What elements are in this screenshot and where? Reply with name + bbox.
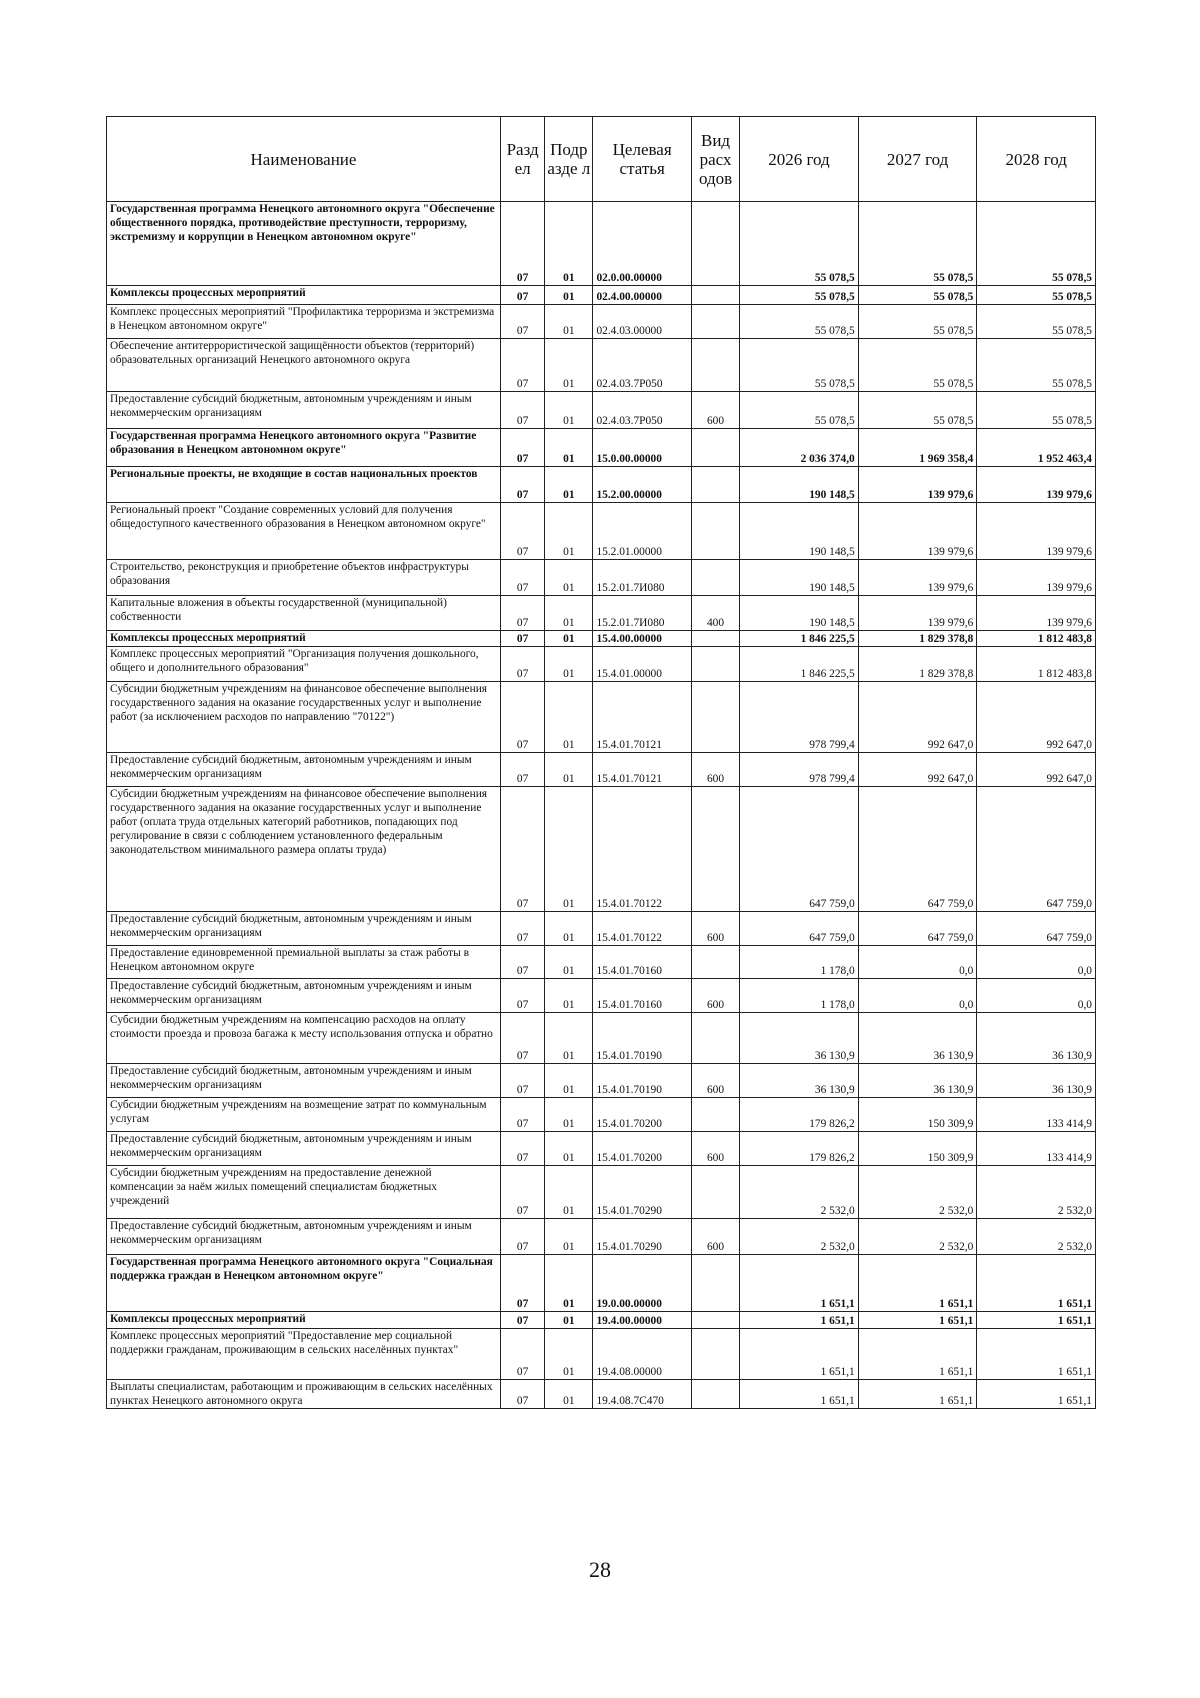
row-tselevaya-statya-cell: 02.4.03.7Р050 [593,392,691,429]
row-year-2026-cell: 1 846 225,5 [740,647,859,682]
row-razdel-cell: 07 [500,286,544,305]
row-year-2027-cell: 36 130,9 [858,1013,977,1064]
row-razdel-cell: 07 [500,1132,544,1166]
row-name-text: Комплекс процессных мероприятий "Профилактика терроризма и экстремизма в Ненецком автономном округе" [110,306,495,332]
row-name-text: Комплексы процессных мероприятий [110,287,306,299]
row-year-2028-cell: 1 952 463,4 [977,429,1096,467]
table-row [107,596,1096,631]
row-name-cell [107,979,501,1013]
row-name-text: Обеспечение антитеррористической защищённости объектов (территорий) образовательных организаций Ненецкого автономного округа [110,340,475,366]
table-row [107,1166,1096,1219]
row-year-2027-cell: 139 979,6 [858,467,977,503]
row-year-2028-cell: 55 078,5 [977,305,1096,339]
row-name-text: Субсидии бюджетным учреждениям на предоставление денежной компенсации за наём жилых помещений специалистам бюджетных учреждений [110,1167,437,1207]
row-podrazdel-cell: 01 [545,631,593,647]
row-vid-raskhodov-cell: 600 [691,979,739,1013]
row-year-2027-cell: 0,0 [858,979,977,1013]
table-row [107,979,1096,1013]
row-tselevaya-statya-cell: 02.4.00.00000 [593,286,691,305]
row-year-2026-cell: 647 759,0 [740,787,859,912]
row-year-2028-cell: 0,0 [977,946,1096,979]
row-name-cell [107,912,501,946]
table-row [107,1380,1096,1409]
row-year-2027-cell: 1 829 378,8 [858,631,977,647]
row-name-cell [107,305,501,339]
row-podrazdel-cell: 01 [545,946,593,979]
row-name-text: Предоставление единовременной премиальной выплаты за стаж работы в Ненецком автономном округе [110,947,469,973]
row-razdel-cell: 07 [500,560,544,596]
row-year-2028-cell: 139 979,6 [977,560,1096,596]
table-row [107,1312,1096,1329]
row-vid-raskhodov-cell [691,631,739,647]
row-razdel-cell: 07 [500,1166,544,1219]
row-year-2026-cell: 36 130,9 [740,1064,859,1098]
table-row [107,1219,1096,1255]
row-name-text: Субсидии бюджетным учреждениям на компенсацию расходов на оплату стоимости проезда и провоза багажа к месту использования отпуска и обратно [110,1014,493,1040]
row-razdel-cell: 07 [500,503,544,560]
row-podrazdel-cell: 01 [545,1312,593,1329]
row-vid-raskhodov-cell [691,1312,739,1329]
row-vid-raskhodov-cell [691,1380,739,1409]
row-year-2026-cell: 647 759,0 [740,912,859,946]
row-year-2027-cell: 150 309,9 [858,1098,977,1132]
row-podrazdel-cell: 01 [545,1329,593,1380]
row-razdel-cell: 07 [500,305,544,339]
row-vid-raskhodov-cell [691,305,739,339]
row-year-2027-cell: 1 651,1 [858,1329,977,1380]
row-name-cell [107,787,501,912]
row-year-2028-cell: 1 812 483,8 [977,631,1096,647]
row-razdel-cell: 07 [500,429,544,467]
row-year-2026-cell: 190 148,5 [740,560,859,596]
row-tselevaya-statya-cell: 19.4.00.00000 [593,1312,691,1329]
row-year-2028-cell: 1 651,1 [977,1380,1096,1409]
table-row [107,560,1096,596]
row-name-cell [107,1380,501,1409]
row-tselevaya-statya-cell: 15.2.01.00000 [593,503,691,560]
row-year-2027-cell: 55 078,5 [858,392,977,429]
table-row [107,631,1096,647]
row-name-cell [107,503,501,560]
row-vid-raskhodov-cell: 600 [691,1064,739,1098]
row-podrazdel-cell: 01 [545,392,593,429]
row-name-text: Предоставление субсидий бюджетным, автономным учреждениям и иным некоммерческим организациям [110,913,472,939]
row-year-2028-cell: 133 414,9 [977,1098,1096,1132]
row-year-2026-cell: 2 036 374,0 [740,429,859,467]
header-razdel: Разд ел [500,117,544,202]
row-vid-raskhodov-cell [691,560,739,596]
table-row [107,1132,1096,1166]
row-year-2026-cell: 190 148,5 [740,596,859,631]
row-year-2028-cell: 36 130,9 [977,1013,1096,1064]
row-vid-raskhodov-cell [691,429,739,467]
row-podrazdel-cell: 01 [545,339,593,392]
table-row [107,787,1096,912]
row-name-cell [107,392,501,429]
row-vid-raskhodov-cell [691,1329,739,1380]
row-razdel-cell: 07 [500,682,544,753]
row-razdel-cell: 07 [500,787,544,912]
row-year-2028-cell: 2 532,0 [977,1166,1096,1219]
table-row [107,429,1096,467]
row-year-2026-cell: 190 148,5 [740,503,859,560]
row-year-2028-cell: 139 979,6 [977,503,1096,560]
table-row [107,1329,1096,1380]
row-podrazdel-cell: 01 [545,429,593,467]
row-name-cell [107,631,501,647]
row-name-cell [107,1166,501,1219]
row-name-cell [107,1312,501,1329]
table-row [107,305,1096,339]
row-podrazdel-cell: 01 [545,1098,593,1132]
row-year-2026-cell: 55 078,5 [740,339,859,392]
row-name-cell [107,429,501,467]
row-razdel-cell: 07 [500,1329,544,1380]
row-vid-raskhodov-cell [691,946,739,979]
row-year-2026-cell: 179 826,2 [740,1132,859,1166]
row-year-2028-cell: 2 532,0 [977,1219,1096,1255]
row-year-2026-cell: 1 651,1 [740,1312,859,1329]
row-year-2028-cell: 1 812 483,8 [977,647,1096,682]
row-year-2026-cell: 55 078,5 [740,202,859,286]
row-tselevaya-statya-cell: 19.4.08.00000 [593,1329,691,1380]
row-podrazdel-cell: 01 [545,560,593,596]
row-vid-raskhodov-cell [691,787,739,912]
row-year-2026-cell: 2 532,0 [740,1166,859,1219]
row-razdel-cell: 07 [500,1312,544,1329]
header-year-2027: 2027 год [858,117,977,202]
row-year-2028-cell: 139 979,6 [977,467,1096,503]
row-tselevaya-statya-cell: 15.4.01.70190 [593,1064,691,1098]
row-tselevaya-statya-cell: 15.2.01.7И080 [593,596,691,631]
row-tselevaya-statya-cell: 15.4.01.70122 [593,787,691,912]
row-razdel-cell: 07 [500,1255,544,1312]
row-name-text: Строительство, реконструкция и приобретение объектов инфраструктуры образования [110,561,469,587]
header-year-2028: 2028 год [977,117,1096,202]
row-year-2027-cell: 0,0 [858,946,977,979]
row-name-text: Предоставление субсидий бюджетным, автономным учреждениям и иным некоммерческим организациям [110,980,472,1006]
row-tselevaya-statya-cell: 15.2.00.00000 [593,467,691,503]
row-podrazdel-cell: 01 [545,503,593,560]
table-row [107,1013,1096,1064]
row-razdel-cell: 07 [500,1380,544,1409]
row-tselevaya-statya-cell: 15.4.01.70122 [593,912,691,946]
row-podrazdel-cell: 01 [545,596,593,631]
row-year-2028-cell: 1 651,1 [977,1255,1096,1312]
row-vid-raskhodov-cell: 600 [691,1219,739,1255]
row-year-2027-cell: 2 532,0 [858,1219,977,1255]
row-vid-raskhodov-cell [691,1098,739,1132]
row-year-2027-cell: 55 078,5 [858,202,977,286]
row-tselevaya-statya-cell: 15.4.00.00000 [593,631,691,647]
row-vid-raskhodov-cell: 600 [691,753,739,787]
row-year-2026-cell: 1 651,1 [740,1380,859,1409]
row-name-cell [107,1132,501,1166]
table-row [107,339,1096,392]
row-year-2026-cell: 190 148,5 [740,467,859,503]
row-razdel-cell: 07 [500,596,544,631]
row-name-cell [107,1219,501,1255]
row-year-2028-cell: 55 078,5 [977,392,1096,429]
row-tselevaya-statya-cell: 19.0.00.00000 [593,1255,691,1312]
row-podrazdel-cell: 01 [545,467,593,503]
row-name-text: Предоставление субсидий бюджетным, автономным учреждениям и иным некоммерческим организациям [110,1065,472,1091]
row-name-text: Комплекс процессных мероприятий "Организация получения дошкольного, общего и дополнительного образования" [110,648,479,674]
table-row [107,392,1096,429]
row-name-text: Предоставление субсидий бюджетным, автономным учреждениям и иным некоммерческим организациям [110,393,472,419]
header-podrazdel: Подр азде л [545,117,593,202]
row-name-text: Государственная программа Ненецкого автономного округа "Развитие образования в Ненецком автономном округе" [110,430,477,456]
row-tselevaya-statya-cell: 15.4.01.70290 [593,1219,691,1255]
row-tselevaya-statya-cell: 15.4.01.70121 [593,682,691,753]
row-podrazdel-cell: 01 [545,1013,593,1064]
row-year-2027-cell: 139 979,6 [858,560,977,596]
row-year-2028-cell: 55 078,5 [977,339,1096,392]
table-row [107,202,1096,286]
row-tselevaya-statya-cell: 15.4.01.70160 [593,946,691,979]
row-name-text: Региональный проект "Создание современных условий для получения общедоступного качественного образования в Ненецком автономном округе" [110,504,486,530]
table-row [107,467,1096,503]
page-number: 28 [589,1557,611,1582]
row-year-2028-cell: 36 130,9 [977,1064,1096,1098]
row-year-2027-cell: 1 651,1 [858,1255,977,1312]
table-row [107,682,1096,753]
row-podrazdel-cell: 01 [545,1166,593,1219]
row-tselevaya-statya-cell: 15.2.01.7И080 [593,560,691,596]
header-tselevaya-statya: Целевая статья [593,117,691,202]
row-name-text: Субсидии бюджетным учреждениям на финансовое обеспечение выполнения государственного задания на оказание государственных услуг и выполнение работ (за исключением расходов по направлению "70122") [110,683,488,723]
row-name-cell [107,682,501,753]
row-year-2026-cell: 978 799,4 [740,753,859,787]
table-row [107,1255,1096,1312]
row-year-2027-cell: 1 829 378,8 [858,647,977,682]
row-vid-raskhodov-cell [691,339,739,392]
row-year-2026-cell: 2 532,0 [740,1219,859,1255]
row-year-2027-cell: 150 309,9 [858,1132,977,1166]
row-podrazdel-cell: 01 [545,1255,593,1312]
row-year-2026-cell: 1 178,0 [740,946,859,979]
header-name: Наименование [107,117,501,202]
row-name-cell [107,339,501,392]
row-year-2028-cell: 647 759,0 [977,912,1096,946]
row-razdel-cell: 07 [500,1098,544,1132]
row-vid-raskhodov-cell [691,1013,739,1064]
row-razdel-cell: 07 [500,339,544,392]
row-year-2028-cell: 992 647,0 [977,753,1096,787]
row-podrazdel-cell: 01 [545,1380,593,1409]
table-row [107,753,1096,787]
row-podrazdel-cell: 01 [545,787,593,912]
table-row [107,286,1096,305]
row-podrazdel-cell: 01 [545,286,593,305]
row-podrazdel-cell: 01 [545,753,593,787]
row-year-2026-cell: 1 651,1 [740,1255,859,1312]
row-year-2028-cell: 139 979,6 [977,596,1096,631]
row-year-2028-cell: 0,0 [977,979,1096,1013]
row-vid-raskhodov-cell: 600 [691,392,739,429]
row-year-2027-cell: 647 759,0 [858,787,977,912]
row-podrazdel-cell: 01 [545,682,593,753]
row-name-text: Государственная программа Ненецкого автономного округа "Обеспечение общественного порядка, противодействие преступности, терроризму, экстремизму и коррупции в Ненецком автономном округе" [110,203,495,243]
header-vid-raskhodov: Вид расх одов [691,117,739,202]
row-name-text: Предоставление субсидий бюджетным, автономным учреждениям и иным некоммерческим организациям [110,754,472,780]
row-year-2026-cell: 36 130,9 [740,1013,859,1064]
row-razdel-cell: 07 [500,467,544,503]
row-name-text: Субсидии бюджетным учреждениям на финансовое обеспечение выполнения государственного задания на оказание государственных услуг и выполнение работ (оплата труда отдельных категорий работников, попадающих под регулирование в связи с соблюдением установленного федеральным законодательством минимального размера оплаты труда) [110,788,488,856]
row-vid-raskhodov-cell [691,647,739,682]
row-year-2028-cell: 1 651,1 [977,1312,1096,1329]
row-year-2026-cell: 978 799,4 [740,682,859,753]
row-tselevaya-statya-cell: 15.4.01.70290 [593,1166,691,1219]
table-row [107,912,1096,946]
row-tselevaya-statya-cell: 15.4.01.70200 [593,1132,691,1166]
row-podrazdel-cell: 01 [545,647,593,682]
row-year-2028-cell: 133 414,9 [977,1132,1096,1166]
row-year-2027-cell: 36 130,9 [858,1064,977,1098]
row-name-text: Выплаты специалистам, работающим и проживающим в сельских населённых пунктах Ненецкого автономного округа [110,1381,493,1407]
row-tselevaya-statya-cell: 02.0.00.00000 [593,202,691,286]
row-year-2026-cell: 55 078,5 [740,305,859,339]
row-year-2027-cell: 55 078,5 [858,286,977,305]
row-year-2027-cell: 139 979,6 [858,503,977,560]
row-year-2026-cell: 1 651,1 [740,1329,859,1380]
row-razdel-cell: 07 [500,631,544,647]
row-name-cell [107,202,501,286]
row-year-2027-cell: 139 979,6 [858,596,977,631]
row-razdel-cell: 07 [500,912,544,946]
row-name-cell [107,753,501,787]
table-row [107,647,1096,682]
row-name-cell [107,946,501,979]
row-razdel-cell: 07 [500,979,544,1013]
row-vid-raskhodov-cell [691,1255,739,1312]
row-tselevaya-statya-cell: 15.4.01.00000 [593,647,691,682]
row-podrazdel-cell: 01 [545,1064,593,1098]
row-vid-raskhodov-cell: 600 [691,912,739,946]
row-tselevaya-statya-cell: 15.4.01.70121 [593,753,691,787]
row-name-text: Комплекс процессных мероприятий "Предоставление мер социальной поддержки гражданам, проживающим в сельских населённых пунктах" [110,1330,459,1356]
budget-table [106,116,1096,1409]
row-podrazdel-cell: 01 [545,202,593,286]
row-tselevaya-statya-cell: 15.0.00.00000 [593,429,691,467]
row-year-2028-cell: 992 647,0 [977,682,1096,753]
row-name-cell [107,1329,501,1380]
row-tselevaya-statya-cell: 15.4.01.70200 [593,1098,691,1132]
row-tselevaya-statya-cell: 02.4.03.00000 [593,305,691,339]
row-year-2028-cell: 647 759,0 [977,787,1096,912]
row-tselevaya-statya-cell: 15.4.01.70160 [593,979,691,1013]
row-year-2026-cell: 55 078,5 [740,286,859,305]
row-tselevaya-statya-cell: 02.4.03.7Р050 [593,339,691,392]
row-year-2026-cell: 179 826,2 [740,1098,859,1132]
row-name-text: Капитальные вложения в объекты государственной (муниципальной) собственности [110,597,447,623]
row-name-text: Субсидии бюджетным учреждениям на возмещение затрат по коммунальным услугам [110,1099,487,1125]
row-name-cell [107,1013,501,1064]
row-year-2026-cell: 1 846 225,5 [740,631,859,647]
row-razdel-cell: 07 [500,647,544,682]
row-year-2027-cell: 647 759,0 [858,912,977,946]
row-name-text: Региональные проекты, не входящие в состав национальных проектов [110,468,478,480]
row-razdel-cell: 07 [500,1013,544,1064]
row-podrazdel-cell: 01 [545,305,593,339]
row-vid-raskhodov-cell [691,286,739,305]
row-year-2027-cell: 2 532,0 [858,1166,977,1219]
row-razdel-cell: 07 [500,753,544,787]
row-podrazdel-cell: 01 [545,979,593,1013]
row-vid-raskhodov-cell [691,202,739,286]
table-row [107,1098,1096,1132]
row-name-text: Комплексы процессных мероприятий [110,632,306,644]
row-year-2027-cell: 55 078,5 [858,305,977,339]
row-year-2028-cell: 55 078,5 [977,286,1096,305]
row-year-2027-cell: 1 651,1 [858,1312,977,1329]
row-year-2027-cell: 1 969 358,4 [858,429,977,467]
row-razdel-cell: 07 [500,392,544,429]
row-name-cell [107,467,501,503]
row-razdel-cell: 07 [500,1064,544,1098]
row-name-text: Предоставление субсидий бюджетным, автономным учреждениям и иным некоммерческим организациям [110,1220,472,1246]
row-name-text: Предоставление субсидий бюджетным, автономным учреждениям и иным некоммерческим организациям [110,1133,472,1159]
row-tselevaya-statya-cell: 19.4.08.7С470 [593,1380,691,1409]
header-year-2026: 2026 год [740,117,859,202]
row-vid-raskhodov-cell: 400 [691,596,739,631]
row-year-2027-cell: 1 651,1 [858,1380,977,1409]
row-razdel-cell: 07 [500,202,544,286]
row-name-cell [107,596,501,631]
row-name-text: Государственная программа Ненецкого автономного округа "Социальная поддержка граждан в Ненецком автономном округе" [110,1256,493,1282]
row-year-2027-cell: 55 078,5 [858,339,977,392]
row-name-cell [107,647,501,682]
table-header-row [107,117,1096,202]
table-row [107,1064,1096,1098]
row-vid-raskhodov-cell [691,467,739,503]
row-razdel-cell: 07 [500,946,544,979]
row-year-2026-cell: 55 078,5 [740,392,859,429]
row-year-2028-cell: 1 651,1 [977,1329,1096,1380]
row-tselevaya-statya-cell: 15.4.01.70190 [593,1013,691,1064]
row-year-2027-cell: 992 647,0 [858,682,977,753]
row-year-2027-cell: 992 647,0 [858,753,977,787]
row-vid-raskhodov-cell: 600 [691,1132,739,1166]
row-year-2026-cell: 1 178,0 [740,979,859,1013]
table-row [107,503,1096,560]
row-vid-raskhodov-cell [691,503,739,560]
row-name-text: Комплексы процессных мероприятий [110,1313,306,1325]
row-vid-raskhodov-cell [691,1166,739,1219]
budget-table-container [106,116,1096,1409]
row-name-cell [107,1064,501,1098]
row-name-cell [107,560,501,596]
row-podrazdel-cell: 01 [545,1132,593,1166]
row-name-cell [107,1098,501,1132]
row-podrazdel-cell: 01 [545,1219,593,1255]
table-row [107,946,1096,979]
row-year-2028-cell: 55 078,5 [977,202,1096,286]
row-name-cell [107,286,501,305]
row-razdel-cell: 07 [500,1219,544,1255]
row-name-cell [107,1255,501,1312]
row-podrazdel-cell: 01 [545,912,593,946]
row-vid-raskhodov-cell [691,682,739,753]
